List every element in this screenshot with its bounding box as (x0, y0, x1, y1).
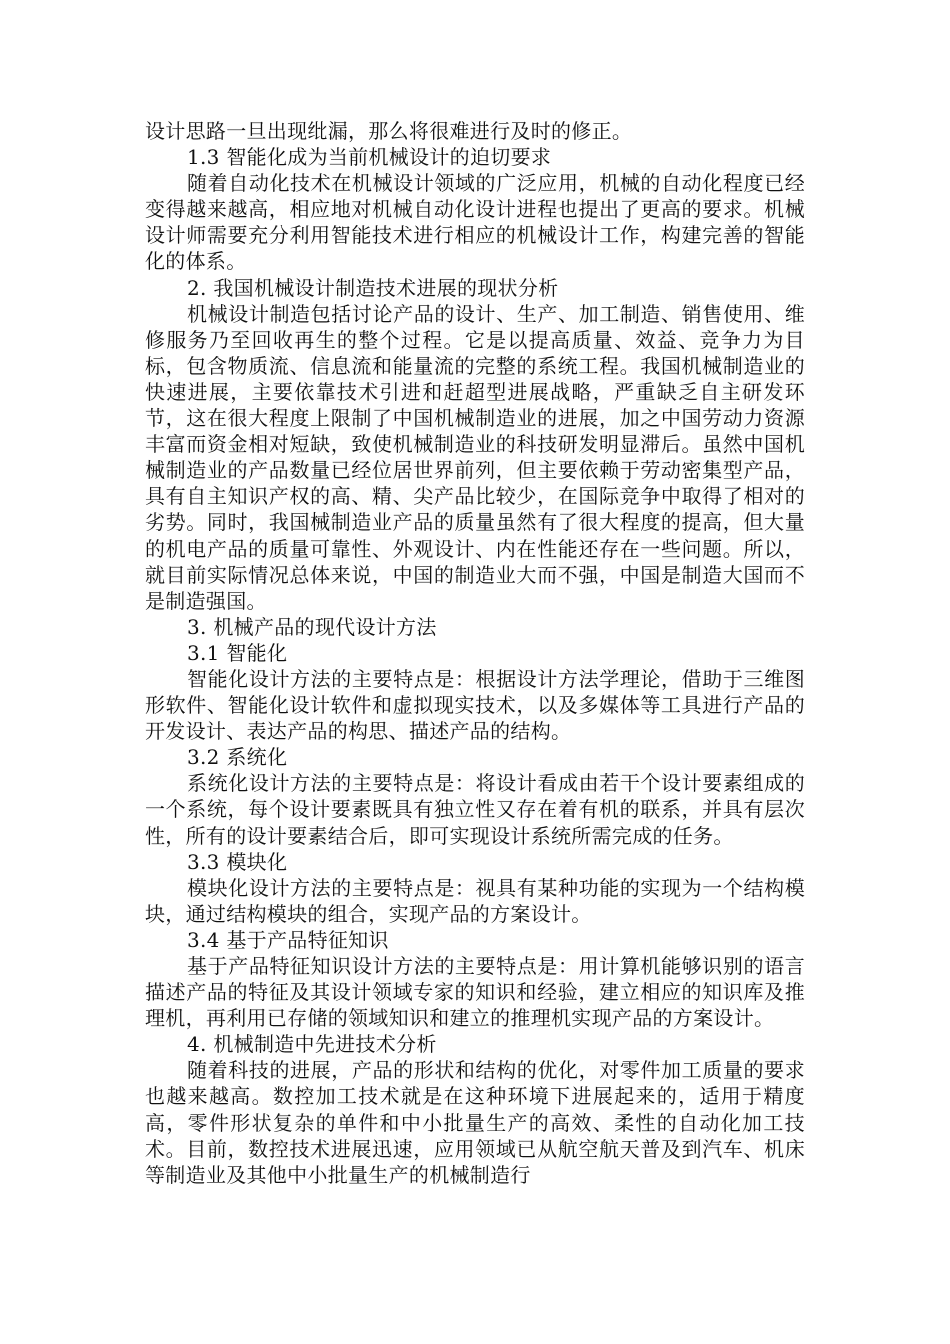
paragraph-systematic-method: 系统化设计方法的主要特点是：将设计看成由若干个设计要素组成的一个系统，每个设计要素既具有独立性又存在着有机的联系，并具有层次性，所有的设计要素结合后，即可实现设计系统所需完成的任务。 (145, 771, 805, 848)
section-heading-3-4: 3.4 基于产品特征知识 (187, 927, 389, 952)
paragraph-intelligent-method: 智能化设计方法的主要特点是：根据设计方法学理论，借助于三维图形软件、智能化设计软件和虚拟现实技术，以及多媒体等工具进行产品的开发设计、表达产品的构思、描述产品的结构。 (145, 666, 805, 744)
section-heading-3-2: 3.2 系统化 (187, 745, 288, 770)
section-heading-4: 4. 机械制造中先进技术分析 (187, 1032, 437, 1057)
section-heading-3-3: 3.3 模块化 (187, 849, 288, 874)
paragraph-continued: 设计思路一旦出现纰漏，那么将很难进行及时的修正。 (145, 119, 633, 143)
paragraph-intelligent-requirement: 随着自动化技术在机械设计领域的广泛应用，机械的自动化程度已经变得越来越高，相应地对机械自动化设计进程也提出了更高的要求。机械设计师需要充分利用智能技术进行相应的机械设计工作，构建完善的智能化的体系。 (145, 171, 805, 274)
section-heading-3-1: 3.1 智能化 (187, 640, 288, 665)
section-heading-1-3: 1.3 智能化成为当前机械设计的迫切要求 (187, 145, 552, 170)
section-heading-3: 3. 机械产品的现代设计方法 (187, 614, 437, 639)
paragraph-feature-knowledge-method: 基于产品特征知识设计方法的主要特点是：用计算机能够识别的语言描述产品的特征及其设计领域专家的知识和经验，建立相应的知识库及推理机，再利用已存储的领域知识和建立的推理机实现产品的方案设计。 (145, 954, 805, 1031)
paragraph-status-analysis: 机械设计制造包括讨论产品的设计、生产、加工制造、销售使用、维修服务乃至回收再生的整个过程。它是以提高质量、效益、竞争力为目标，包含物质流、信息流和能量流的完整的系统工程。我国机械制造业的快速进展，主要依靠技术引进和赶超型进展战略，严重缺乏自主研发环节，这在很大程度上限制了中国机械制造业的进展，加之中国劳动力资源丰富而资金相对短缺，致使机械制造业的科技研发明显滞后。虽然中国机械制造业的产品数量已经位居世界前列，但主要依赖于劳动密集型产品，具有自主知识产权的高、精、尖产品比较少，在国际竞争中取得了相对的劣势。同时，我国械制造业产品的质量虽然有了很大程度的提高，但大量的机电产品的质量可靠性、外观设计、内在性能还存在一些问题。所以，就目前实际情况总体来说，中国的制造业大而不强，中国是制造大国而不是制造强国。 (145, 301, 805, 613)
paragraph-modular-method: 模块化设计方法的主要特点是：视具有某种功能的实现为一个结构模块，通过结构模块的组合，实现产品的方案设计。 (145, 875, 805, 926)
section-heading-2: 2. 我国机械设计制造技术进展的现状分析 (187, 275, 559, 300)
paragraph-advanced-technology: 随着科技的进展，产品的形状和结构的优化，对零件加工质量的要求也越来越高。数控加工技术就是在这种环境下进展起来的，适用于精度高，零件形状复杂的单件和中小批量生产的高效、柔性的自动化加工技术。目前，数控技术进展迅速，应用领域已从航空航天普及到汽车、机床等制造业及其他中小批量生产的机械制造行 (145, 1058, 805, 1187)
document-body (145, 118, 805, 1188)
